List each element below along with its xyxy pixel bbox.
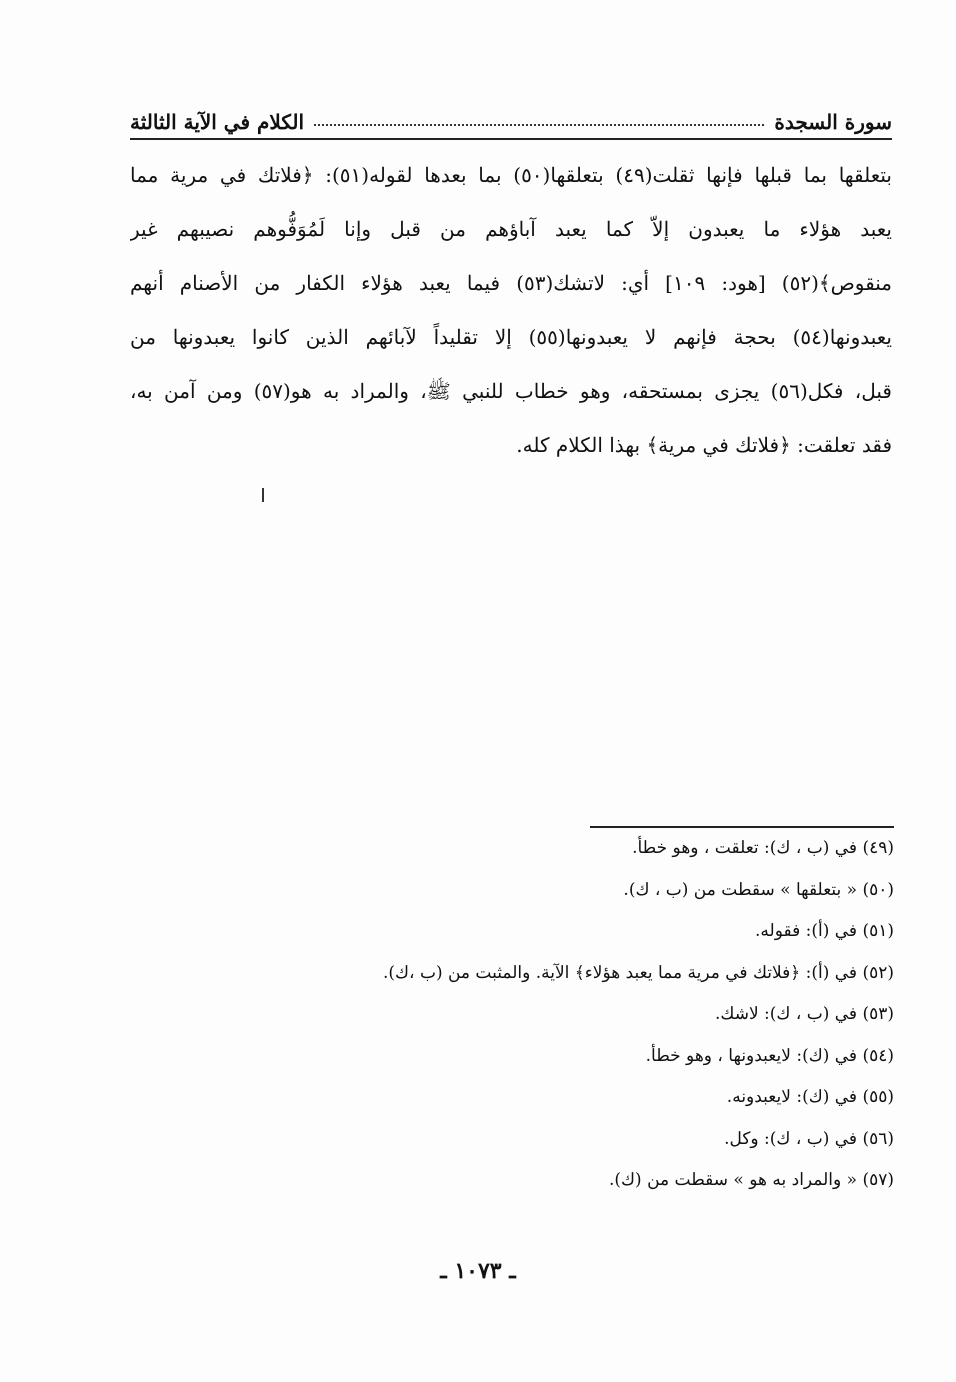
footnote-item: (٥٥) في (ك): لايعبدونه. xyxy=(726,1087,894,1107)
text-line: قبل، فكل(٥٦) يجزى بمستحقه، وهو خطاب للنبي ﷺ، والمراد به هو(٥٧) ومن آمن به، xyxy=(130,379,892,403)
text-line: بتعلقها بما قبلها فإنها ثقلت(٤٩) بتعلقها(٥٠) بما بعدها لقوله(٥١): ﴿فلاتك في مرية مما xyxy=(130,163,892,187)
running-header xyxy=(130,100,892,140)
footnote-item: (٥٦) في (ب ، ك): وكل. xyxy=(724,1128,894,1149)
footnote-item: (٤٩) في (ب ، ك): تعلقت ، وهو خطأ. xyxy=(632,838,894,858)
footnote-item: (٥١) في (أ): فقوله. xyxy=(755,921,894,941)
text-line: يعبد هؤلاء ما يعبدون إلاّ كما يعبد آباؤهم من قبل وإنا لَمُوَفُّوهم نصيبهم غير xyxy=(130,217,892,241)
running-header-surah: سورة السجدة xyxy=(774,110,892,134)
text-line: يعبدونها(٥٤) بحجة فإنهم لا يعبدونها(٥٥) إلا تقليداً لآبائهم الذين كانوا يعبدونها من xyxy=(130,325,892,349)
scan-speck xyxy=(262,488,264,502)
footnote-item: (٥٤) في (ك): لايعبدونها ، وهو خطأ. xyxy=(645,1045,894,1066)
footnote-item: (٥٧) « والمراد به هو » سقطت من (ك). xyxy=(609,1170,894,1190)
footnote-item: (٥٠) « بتعلقها » سقطت من (ب ، ك). xyxy=(623,879,894,900)
text-line: فقد تعلقت: ﴿فلاتك في مرية﴾ بهذا الكلام كله. xyxy=(516,433,892,457)
running-header-section: الكلام في الآية الثالثة xyxy=(130,110,305,134)
header-dot-leader xyxy=(314,124,764,126)
text-line: منقوص﴾(٥٢) [هود: ١٠٩] أي: لاتشك(٥٣) فيما يعبد هؤلاء الكفار من الأصنام أنهم xyxy=(130,271,892,295)
footnotes-list xyxy=(194,828,894,1202)
page-number: ـ ١٠٧٣ ـ xyxy=(440,1258,516,1284)
footnote-item: (٥٢) في (أ): ﴿فلاتك في مرية مما يعبد هؤلاء﴾ الآية. والمثبت من (ب ،ك). xyxy=(383,962,894,983)
footnote-item: (٥٣) في (ب ، ك): لاشك. xyxy=(714,1004,894,1024)
main-text-block xyxy=(130,148,892,472)
